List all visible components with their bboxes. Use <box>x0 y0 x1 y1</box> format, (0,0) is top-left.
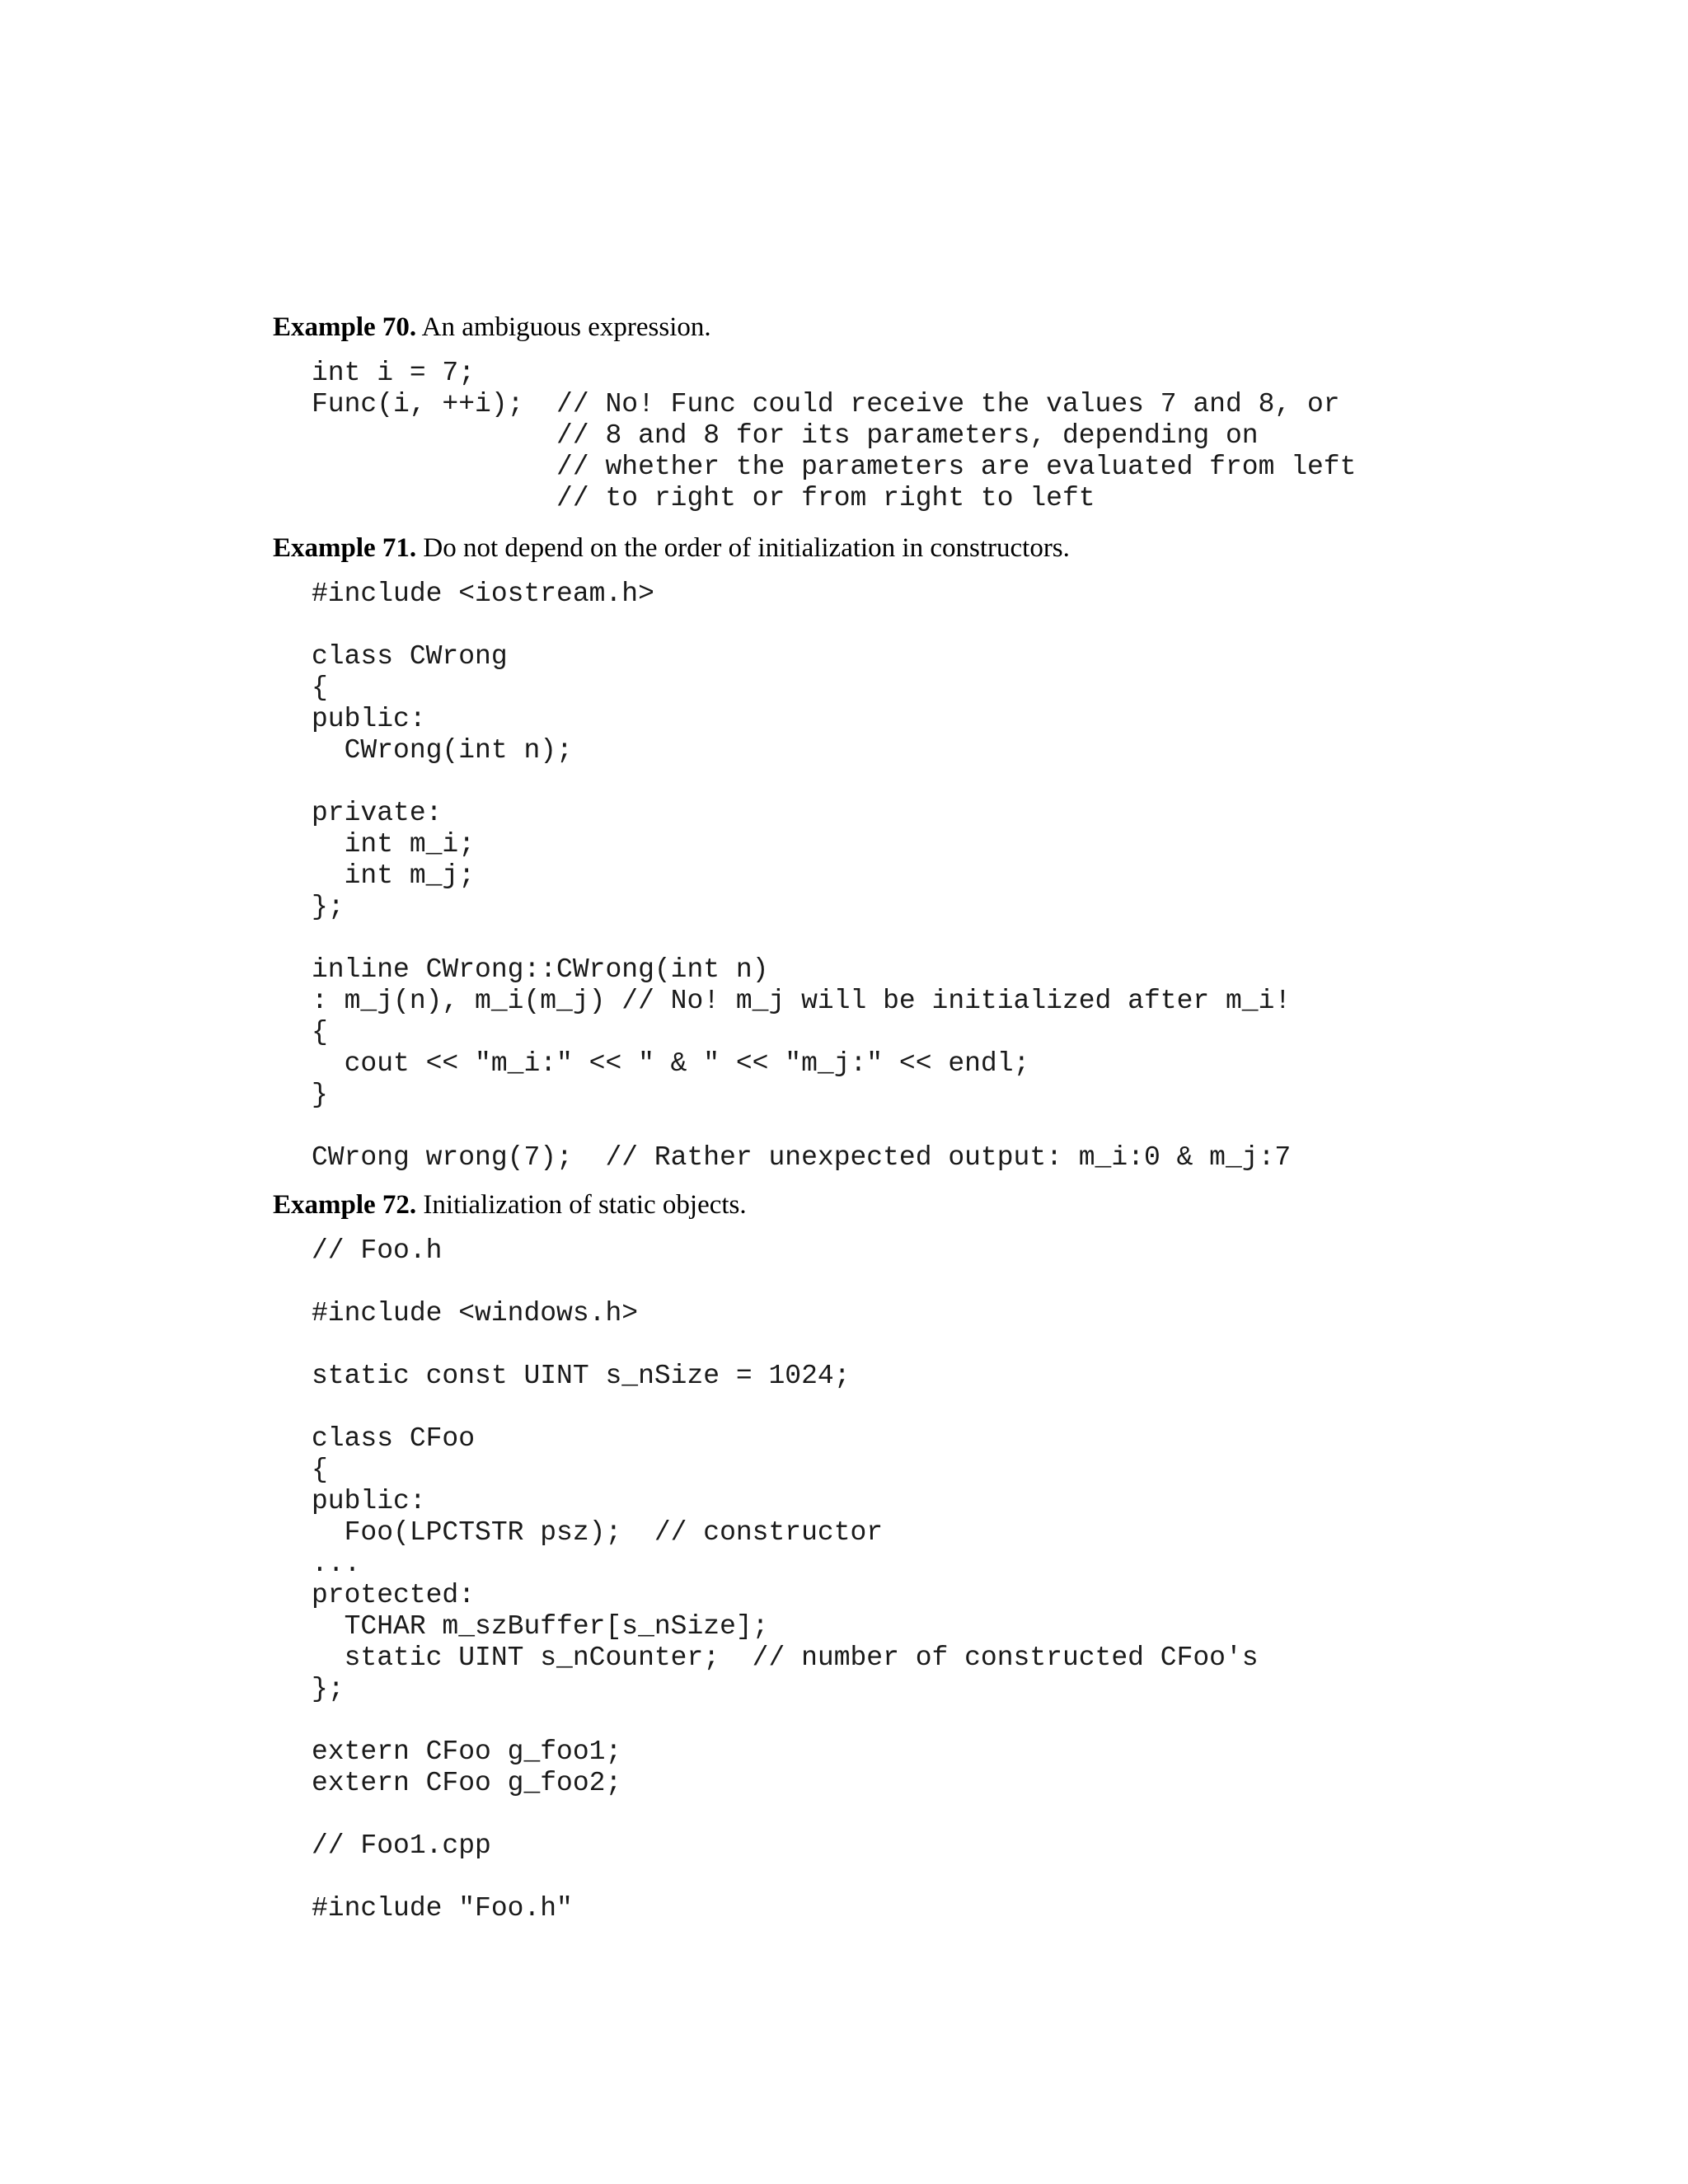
example-72-title: Initialization of static objects. <box>423 1190 747 1220</box>
example-71-label: Example 71. <box>273 533 417 563</box>
code-line: #include <iostream.h> <box>312 579 654 609</box>
code-line: // 8 and 8 for its parameters, depending on <box>312 420 1259 451</box>
code-line <box>312 610 1291 641</box>
code-line: class CFoo <box>312 1423 476 1454</box>
code-line <box>312 1799 1259 1830</box>
code-line: } <box>312 1080 328 1110</box>
code-line <box>312 1392 1259 1423</box>
code-line: protected: <box>312 1580 476 1610</box>
code-line <box>312 1111 1291 1142</box>
code-line: // Foo1.cpp <box>312 1830 491 1861</box>
code-line: // to right or from right to left <box>312 483 1095 513</box>
code-line: TCHAR m_szBuffer[s_nSize]; <box>312 1611 769 1642</box>
example-70-title: An ambiguous expression. <box>421 312 711 342</box>
code-line <box>312 1705 1259 1736</box>
code-line: { <box>312 1017 328 1047</box>
code-line <box>312 1267 1259 1298</box>
code-line: private: <box>312 798 443 828</box>
code-line: inline CWrong::CWrong(int n) <box>312 954 769 985</box>
code-line: }; <box>312 1674 345 1704</box>
code-line <box>312 1862 1259 1893</box>
example-71-title: Do not depend on the order of initialization in constructors. <box>423 533 1070 563</box>
code-line: static UINT s_nCounter; // number of constructed CFoo's <box>312 1643 1259 1673</box>
example-72-code-block <box>312 1235 1259 1924</box>
code-line: CWrong(int n); <box>312 735 573 766</box>
code-line: class CWrong <box>312 641 508 672</box>
code-line: #include "Foo.h" <box>312 1893 573 1924</box>
code-line: int m_i; <box>312 829 476 860</box>
code-line: { <box>312 1455 328 1485</box>
code-line: #include <windows.h> <box>312 1298 639 1329</box>
example-72-label: Example 72. <box>273 1190 417 1220</box>
code-line: // whether the parameters are evaluated from left <box>312 452 1357 482</box>
code-line: int m_j; <box>312 860 476 891</box>
example-70-heading <box>273 311 711 344</box>
code-line: extern CFoo g_foo2; <box>312 1768 622 1798</box>
code-line: }; <box>312 892 345 922</box>
code-line: extern CFoo g_foo1; <box>312 1736 622 1767</box>
code-line: Foo(LPCTSTR psz); // constructor <box>312 1517 884 1548</box>
code-line <box>312 1329 1259 1361</box>
code-line <box>312 923 1291 954</box>
example-72-heading <box>273 1188 747 1221</box>
example-71-heading <box>273 532 1070 565</box>
example-70-label: Example 70. <box>273 312 417 342</box>
code-line: int i = 7; <box>312 358 476 388</box>
code-line <box>312 766 1291 798</box>
code-line: // Foo.h <box>312 1235 443 1266</box>
code-line: : m_j(n), m_i(m_j) // No! m_j will be initialized after m_i! <box>312 986 1292 1016</box>
code-line: CWrong wrong(7); // Rather unexpected output: m_i:0 & m_j:7 <box>312 1142 1292 1173</box>
example-70-code-block <box>312 358 1356 514</box>
code-line: { <box>312 673 328 703</box>
code-line: public: <box>312 704 426 734</box>
code-line: public: <box>312 1486 426 1516</box>
code-line: static const UINT s_nSize = 1024; <box>312 1361 851 1391</box>
code-line: cout << "m_i:" << " & " << "m_j:" << endl; <box>312 1048 1030 1079</box>
code-line: Func(i, ++i); // No! Func could receive the values 7 and 8, or <box>312 389 1340 419</box>
example-71-code-block <box>312 579 1291 1174</box>
code-line: ... <box>312 1549 361 1579</box>
